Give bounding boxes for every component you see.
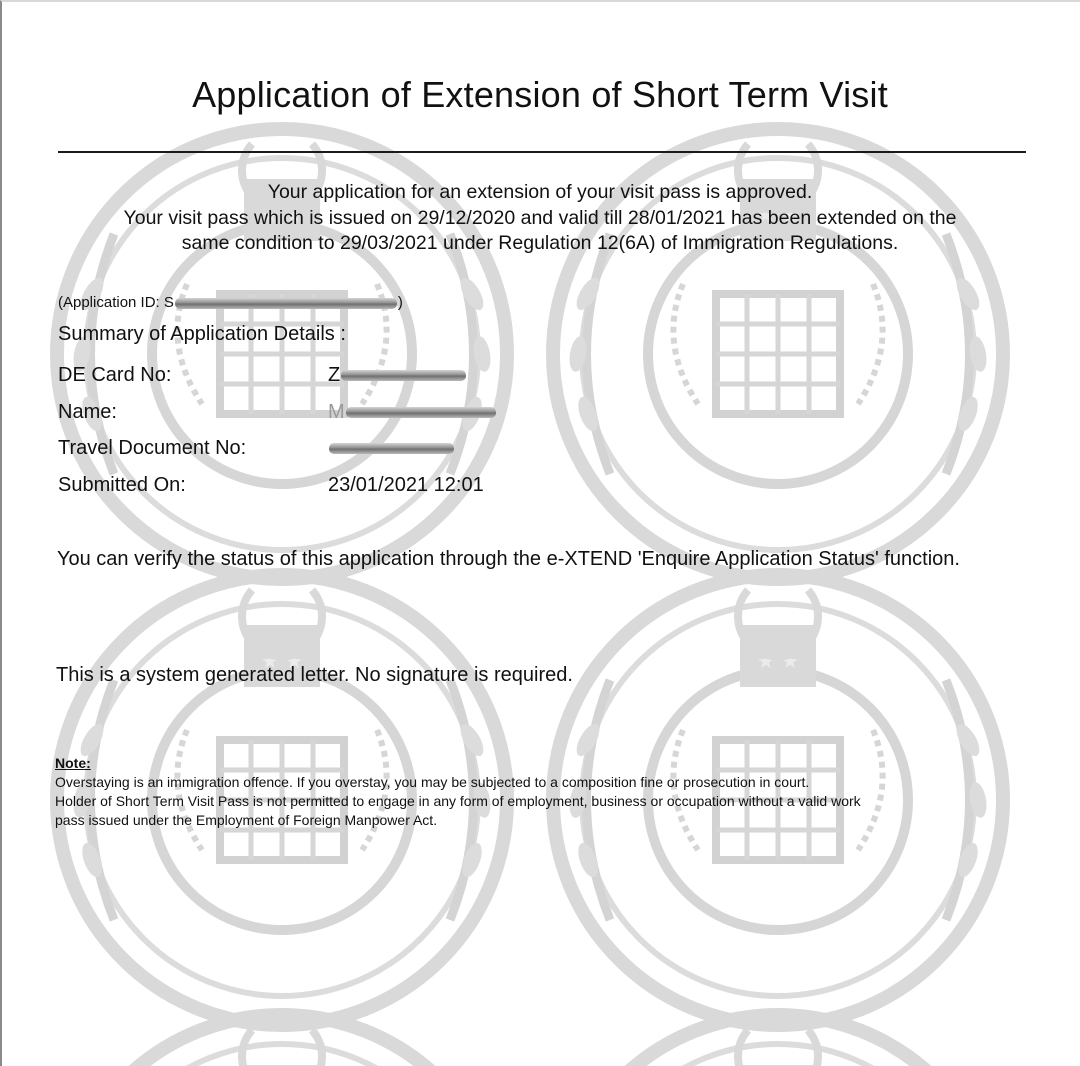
note-title: Note: [55,755,91,771]
note-line: Holder of Short Term Visit Pass is not permitted to engage in any form of employment, business or occupation without a valid work [55,793,861,809]
application-id-prefix: (Application ID: S [58,294,174,311]
detail-value: Z [328,364,467,387]
approval-message [40,180,1040,257]
redacted-value [346,407,496,418]
approval-line: Your visit pass which is issued on 29/12/2020 and valid till 28/01/2021 has been extended on the [123,206,957,229]
title-divider [58,151,1026,153]
redacted-value [341,370,466,381]
redacted-value [329,443,454,454]
application-id-suffix: ) [397,294,403,311]
approval-line: Your application for an extension of your visit pass is approved. [267,181,813,203]
application-id [58,294,403,311]
redacted-application-id [175,298,397,309]
detail-label: Name: [58,400,117,423]
detail-label: Submitted On: [58,473,186,496]
note-line: Overstaying is an immigration offence. If you overstay, you may be subjected to a composition fine or prosecution in court. [55,774,810,790]
page-title: Application of Extension of Short Term Visit [192,74,888,115]
summary-heading: Summary of Application Details : [58,323,346,345]
detail-value: M [328,401,497,424]
submitted-date: 23/01/2021 12:01 [328,473,484,496]
note-line: pass issued under the Employment of Foreign Manpower Act. [55,812,438,828]
detail-value [328,437,455,460]
verify-instructions: You can verify the status of this application through the e-XTEND 'Enquire Application Status' function. [57,548,960,570]
detail-label: Travel Document No: [58,437,247,459]
note-section [55,754,1030,830]
approval-line: same condition to 29/03/2021 under Regulation 12(6A) of Immigration Regulations. [181,232,899,254]
detail-label: DE Card No: [58,364,172,386]
system-generated-notice: This is a system generated letter. No signature is required. [56,664,573,686]
